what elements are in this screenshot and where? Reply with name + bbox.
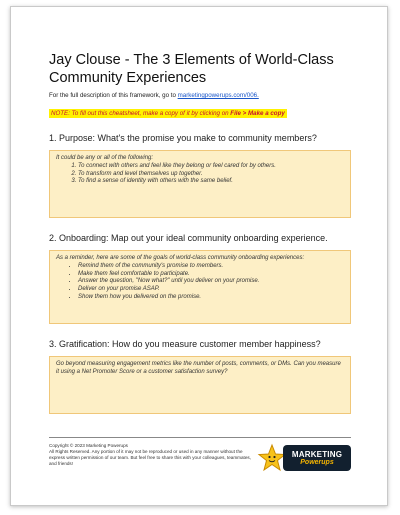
onboarding-list (56, 263, 344, 302)
document-page (10, 6, 388, 506)
copyright-line: Copyright © 2023 Marketing Powerups (49, 443, 128, 448)
note-text: NOTE: To fill out this cheatsheet, make a copy of it by clicking on (51, 110, 231, 117)
purpose-lead: It could be any or all of the following: (56, 155, 154, 161)
list-item: • Show them how you delivered on the promise. (78, 294, 344, 302)
framework-link[interactable]: marketingpowerups.com/006. (177, 92, 259, 99)
list-item: • Make them feel comfortable to participate. (78, 271, 344, 279)
section-gratification-heading: 3. Gratification: How do you measure customer member happiness? (49, 339, 321, 349)
intro-text: For the full description of this framework, go to (49, 92, 178, 99)
gratification-answer-box[interactable] (49, 356, 351, 414)
logo-word-marketing: MARKETING (291, 449, 343, 459)
list-item: 1. To connect with others and feel like they belong or feel cared for by others. (78, 163, 344, 171)
note-menu-path: File > Make a copy (230, 110, 285, 117)
copy-note (49, 109, 287, 118)
rights-line: All Rights Reserved. Any portion of it may not be reproduced or used in any manner without the express written permission of our team. But feel free to share this with your colleagues, teammates, and friends! (49, 449, 251, 466)
marketing-powerups-logo (257, 443, 351, 473)
section-onboarding-heading: 2. Onboarding: Map out your ideal community onboarding experience. (49, 233, 328, 243)
list-item: 3. To find a sense of identity with others with the same belief. (78, 178, 344, 186)
logo-word-powerups: Powerups (300, 458, 334, 466)
list-item: • Answer the question, "Now what?" until you deliver on your promise. (78, 278, 344, 286)
purpose-answer-box[interactable] (49, 150, 351, 218)
list-item: • Remind them of the community's promise to members. (78, 263, 344, 271)
section-purpose-heading: 1. Purpose: What's the promise you make to community members? (49, 133, 317, 143)
purpose-list (56, 163, 344, 186)
onboarding-lead: As a reminder, here are some of the goals of world-class community onboarding experiences: (56, 255, 305, 261)
footer-text (49, 443, 257, 473)
page-footer (49, 437, 351, 473)
list-item: 2. To transform and level themselves up together. (78, 171, 344, 179)
list-item: • Deliver on your promise ASAP. (78, 286, 344, 294)
intro-line (49, 91, 351, 100)
gratification-lead: Go beyond measuring engagement metrics like the number of posts, comments, or DMs. Can you measure it using a Net Promoter Score or a customer satisfaction survey? (56, 361, 341, 375)
onboarding-answer-box[interactable] (49, 250, 351, 324)
logo-badge (283, 445, 351, 471)
page-title: Jay Clouse - The 3 Elements of World-Class Community Experiences (49, 52, 334, 86)
